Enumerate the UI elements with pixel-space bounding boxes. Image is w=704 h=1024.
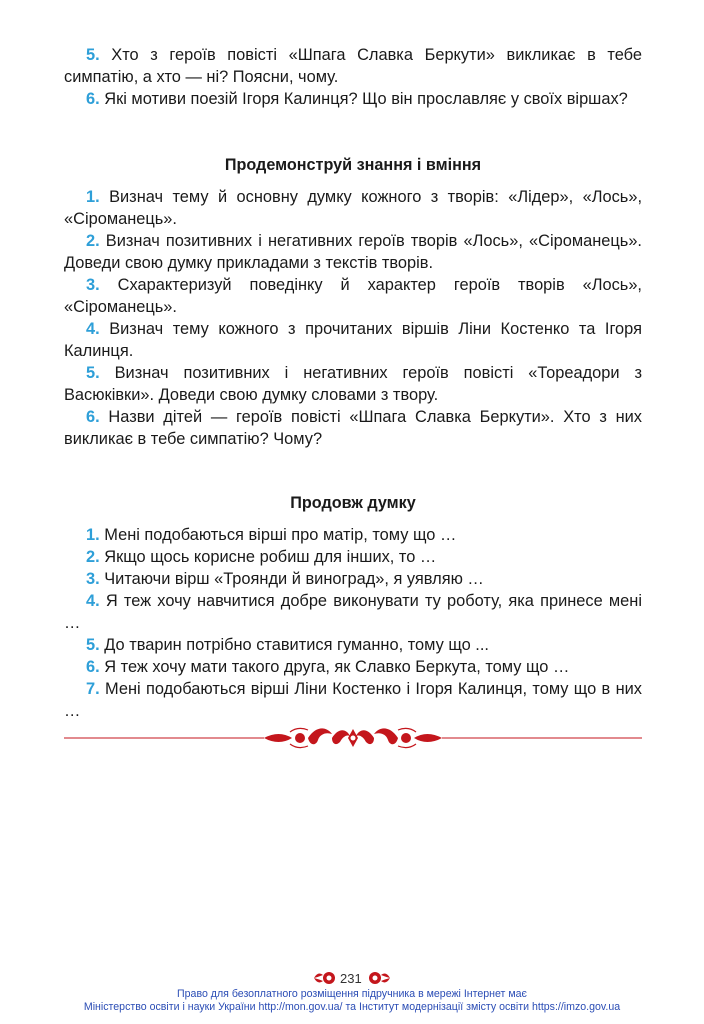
item-number: 6. <box>86 408 100 426</box>
item-text: Я теж хочу навчитися добре виконувати ту роботу, яка принесе мені … <box>64 592 642 632</box>
item-number: 5. <box>86 46 100 64</box>
list-item <box>64 678 642 722</box>
item-text: Які мотиви поезій Ігоря Калинця? Що він прославляє у своїх віршах? <box>104 90 628 108</box>
item-number: 6. <box>86 90 100 108</box>
copyright-footer <box>0 988 704 1014</box>
list-item <box>64 230 642 274</box>
list-item <box>64 362 642 406</box>
list-item <box>64 186 642 230</box>
page-content <box>64 44 642 722</box>
item-number: 3. <box>86 276 100 294</box>
section3-title: Продовж думку <box>290 494 416 512</box>
item-text: Якщо щось корисне робиш для інших, то … <box>104 548 437 566</box>
section2-tasks <box>64 186 642 450</box>
floral-ornament-icon <box>264 728 442 747</box>
item-number: 1. <box>86 526 100 544</box>
item-text: До тварин потрібно ставитися гуманно, тому що ... <box>104 636 489 654</box>
item-text: Визнач тему кожного з прочитаних віршів Ліни Костенко та Ігоря Калинця. <box>64 320 642 360</box>
footer-line-2: Міністерство освіти і науки України http://mon.gov.ua/ та Інститут модернізації змісту освіти https://imzo.gov.ua <box>83 1001 621 1013</box>
item-number: 6. <box>86 658 100 676</box>
item-text: Хто з героїв повісті «Шпага Славка Беркути» викликає в тебе симпатію, а хто — ні? Поясни, чому. <box>64 46 642 86</box>
item-text: Мені подобаються вірші про матір, тому що … <box>104 526 457 544</box>
item-text: Назви дітей — героїв повісті «Шпага Славка Беркути». Хто з них викликає в тебе симпатію? Чому? <box>64 408 642 448</box>
section1-questions <box>64 44 642 110</box>
item-number: 2. <box>86 548 100 566</box>
section2-title: Продемонструй знання і вміння <box>224 156 482 174</box>
list-item <box>64 318 642 362</box>
list-item <box>64 634 642 656</box>
list-item <box>64 524 642 546</box>
page-number-area <box>0 966 704 990</box>
rose-ornament-right-icon <box>366 968 392 988</box>
item-text: Мені подобаються вірші Ліни Костенко і Ігоря Калинця, тому що в них … <box>64 680 642 720</box>
ornament-divider <box>64 726 642 750</box>
item-number: 5. <box>86 364 100 382</box>
page-number: 231 <box>340 971 362 986</box>
section3-prompts <box>64 524 642 722</box>
list-item <box>64 546 642 568</box>
list-item <box>64 568 642 590</box>
list-item <box>64 44 642 88</box>
item-number: 5. <box>86 636 100 654</box>
list-item <box>64 590 642 634</box>
item-number: 2. <box>86 232 100 250</box>
item-text: Визнач позитивних і негативних героїв творів «Лось», «Сіроманець». Доведи свою думку прикладами з текстів творів. <box>64 232 642 272</box>
list-item <box>64 274 642 318</box>
list-item <box>64 406 642 450</box>
item-number: 7. <box>86 680 100 698</box>
list-item <box>64 88 642 110</box>
item-number: 1. <box>86 188 100 206</box>
item-text: Визнач позитивних і негативних героїв повісті «Тореадори з Васюківки». Доведи свою думку словами з твору. <box>64 364 642 404</box>
item-number: 4. <box>86 320 100 338</box>
item-text: Визнач тему й основну думку кожного з творів: «Лідер», «Лось», «Сіроманець». <box>64 188 642 228</box>
rose-ornament-left-icon <box>312 968 338 988</box>
item-text: Схарактеризуй поведінку й характер героїв творів «Лось», «Сіроманець». <box>64 276 642 316</box>
list-item <box>64 656 642 678</box>
item-number: 3. <box>86 570 100 588</box>
footer-line-1: Право для безоплатного розміщення підручника в мережі Інтернет має <box>177 988 527 1000</box>
item-text: Читаючи вірш «Троянди й виноград», я уявляю … <box>104 570 484 588</box>
item-text: Я теж хочу мати такого друга, як Славко Беркута, тому що … <box>104 658 570 676</box>
item-number: 4. <box>86 592 100 610</box>
